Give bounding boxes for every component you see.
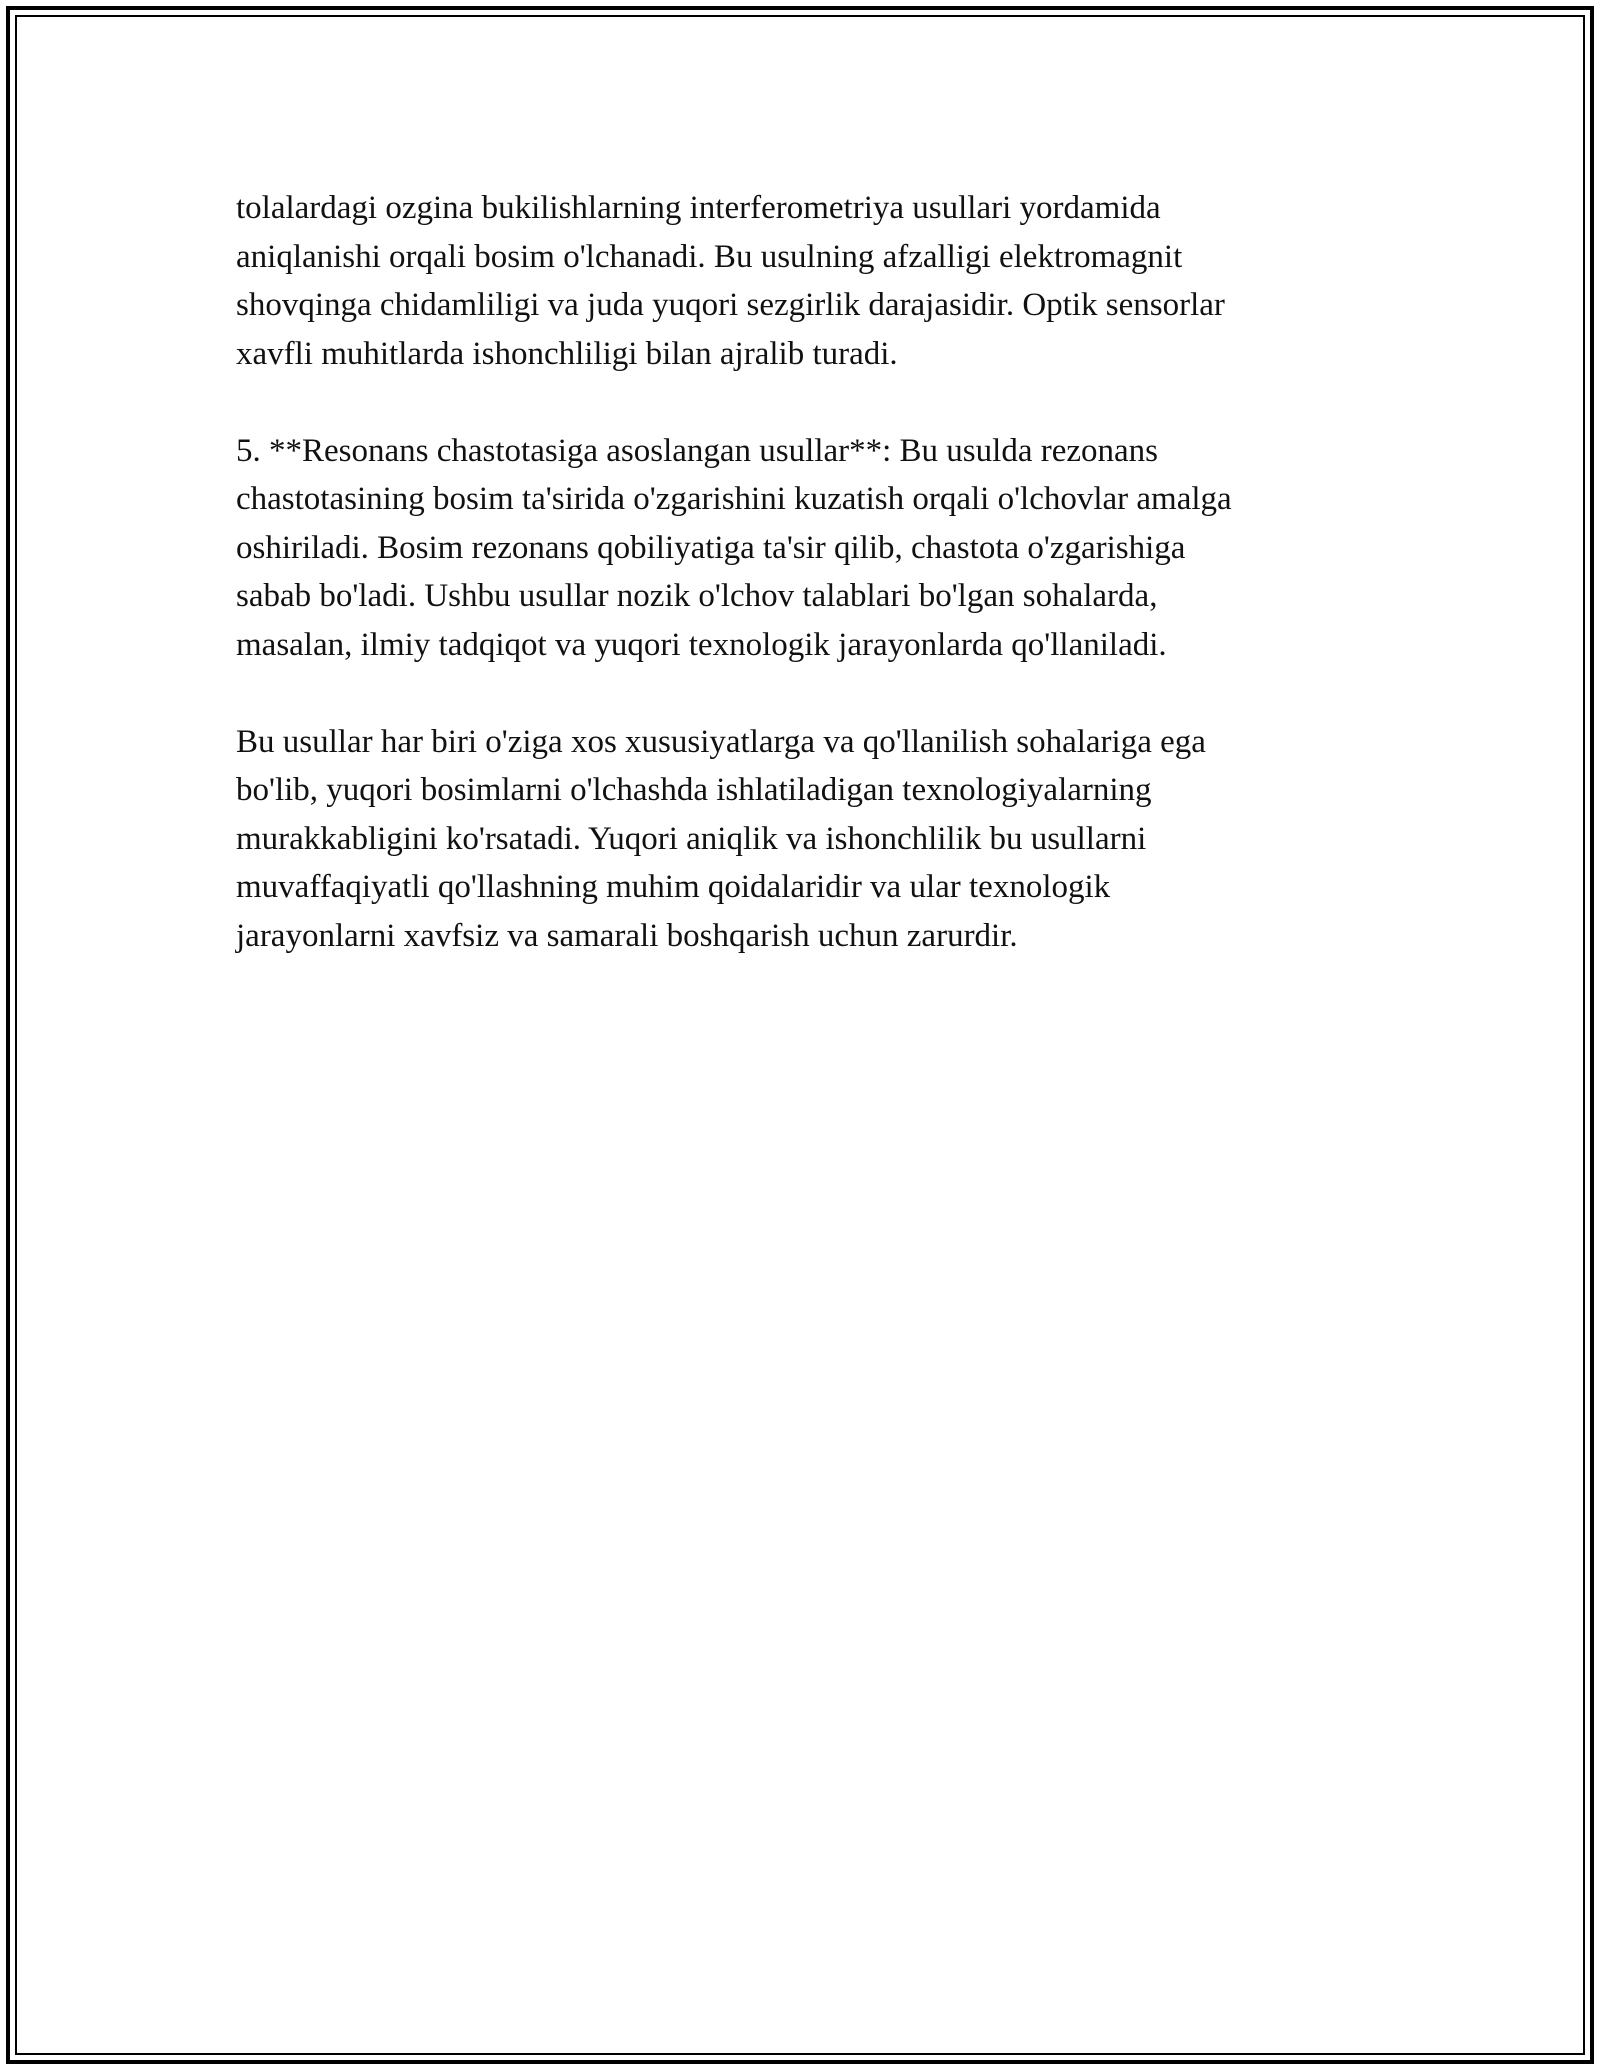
document-body [236, 184, 1376, 1009]
paragraph-optical-sensors: tolalardagi ozgina bukilishlarning interferometriya usullari yordamida aniqlanishi orqali bosim o'lchanadi. Bu usulning afzalligi elektromagnit shovqinga chidamliligi va juda yuqori sezgirlik darajasidir. Optik sensorlar xavfli muhitlarda ishonchliligi bilan ajralib turadi. [236, 190, 1225, 372]
paragraph-conclusion: Bu usullar har biri o'ziga xos xususiyatlarga va qo'llanilish sohalariga ega bo'lib, yuqori bosimlarni o'lchashda ishlatiladigan texnologiyalarning murakkabligini ko'rsatadi. Yuqori aniqlik va ishonchlilik bu usullarni muvaffaqiyatli qo'llashning muhim qoidalaridir va ular texnologik jarayonlarni xavfsiz va samarali boshqarish uchun zarurdir. [236, 723, 1206, 954]
paragraph-resonance-methods: 5. **Resonans chastotasiga asoslangan usullar**: Bu usulda rezonans chastotasining bosim ta'sirida o'zgarishini kuzatish orqali o'lchovlar amalga oshiriladi. Bosim rezonans qobiliyatiga ta'sir qilib, chastota o'zgarishiga sabab bo'ladi. Ushbu usullar nozik o'lchov talablari bo'lgan sohalarda, masalan, ilmiy tadqiqot va yuqori texnologik jarayonlarda qo'llaniladi. [236, 432, 1232, 663]
